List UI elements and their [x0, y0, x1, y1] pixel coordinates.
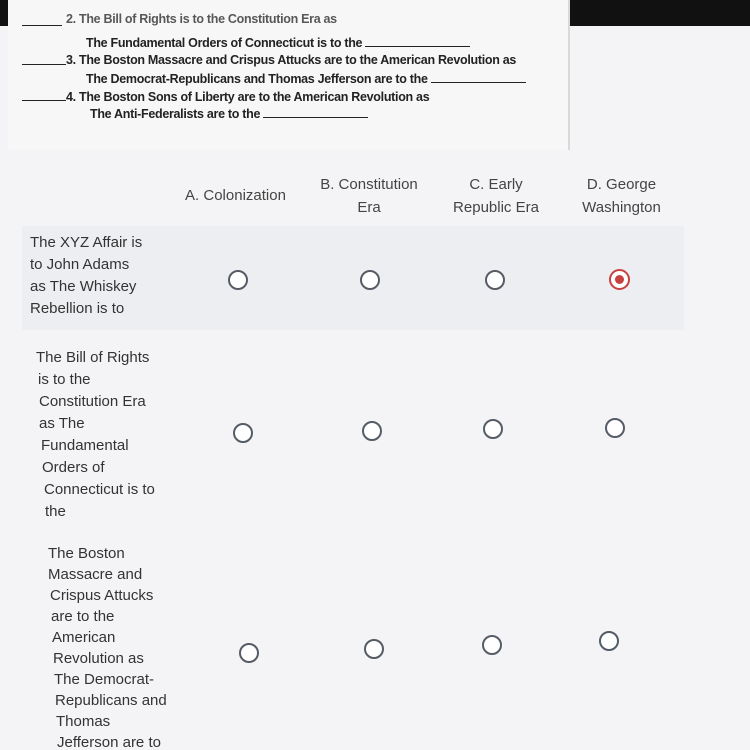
- row-label-line: Crispus Attucks: [50, 587, 154, 604]
- question-row-2-label: [36, 347, 155, 523]
- row-label-line: Revolution as: [53, 650, 144, 667]
- column-header-text: Era: [357, 199, 381, 216]
- row-1-option-a-radio[interactable]: [228, 270, 248, 290]
- row-label-line: Connecticut is to: [44, 481, 155, 498]
- row-2-option-b-radio[interactable]: [362, 421, 382, 441]
- row-label-line: Thomas: [56, 713, 111, 730]
- row-label-line: The Boston: [48, 545, 125, 562]
- row-label-line: the: [45, 503, 66, 520]
- column-header-text: C. Early: [469, 176, 523, 193]
- row-3-option-d-radio[interactable]: [599, 631, 619, 651]
- column-header-text: B. Constitution: [320, 176, 418, 193]
- row-label-line: The Bill of Rights: [36, 349, 150, 366]
- worksheet-q3-line2: The Democrat-Republicans and Thomas Jefferson are to the: [86, 72, 526, 86]
- column-header-text: Republic Era: [453, 199, 539, 216]
- worksheet-q3-line1: 3. The Boston Massacre and Crispus Attucks are to the American Revolution as: [66, 53, 517, 67]
- column-header-text: Washington: [582, 199, 661, 216]
- row-1-option-c-radio[interactable]: [485, 270, 505, 290]
- row-2-option-a-radio[interactable]: [233, 423, 253, 443]
- row-2-option-c-radio[interactable]: [483, 419, 503, 439]
- column-header-text: D. George: [586, 176, 657, 193]
- row-label-line: are to the: [51, 608, 115, 625]
- answer-blank-4: [22, 99, 66, 101]
- row-label-line: The Democrat-: [54, 671, 155, 688]
- column-header-early-republic-era: [436, 173, 556, 219]
- row-1-option-d-radio-selected[interactable]: [609, 269, 630, 290]
- row-label-line: Massacre and: [48, 566, 143, 583]
- row-label-line: Orders of: [42, 459, 105, 476]
- question-row-1-label: [30, 232, 142, 320]
- row-label-line: is to the: [38, 371, 91, 388]
- row-label-line: Rebellion is to: [30, 300, 125, 317]
- row-3-option-a-radio[interactable]: [239, 643, 259, 663]
- row-label-line: as The Whiskey: [30, 278, 137, 295]
- worksheet-q4-line1: 4. The Boston Sons of Liberty are to the American Revolution as: [66, 90, 430, 104]
- answer-blank-3: [22, 63, 66, 65]
- question-row-3-label: [48, 543, 167, 750]
- worksheet-q2-line2: The Fundamental Orders of Connecticut is to the: [86, 36, 470, 50]
- radio-selected-dot: [615, 275, 624, 284]
- row-label-line: as The: [39, 415, 85, 432]
- column-header-text: A. Colonization: [185, 187, 286, 204]
- row-1-option-b-radio[interactable]: [360, 270, 380, 290]
- worksheet-image: [8, 0, 570, 150]
- row-2-option-d-radio[interactable]: [605, 418, 625, 438]
- row-label-line: Jefferson are to: [57, 734, 161, 750]
- worksheet-q4-line2: The Anti-Federalists are to the: [90, 107, 368, 121]
- row-label-line: Fundamental: [41, 437, 129, 454]
- answer-blank-2: [22, 24, 62, 26]
- worksheet-q2-line1: 2. The Bill of Rights is to the Constitution Era as: [66, 12, 337, 26]
- row-label-line: Republicans and: [55, 692, 167, 709]
- row-label-line: Constitution Era: [39, 393, 146, 410]
- column-header-colonization: [168, 184, 303, 207]
- row-label-line: The XYZ Affair is: [30, 234, 143, 251]
- row-label-line: to John Adams: [30, 256, 130, 273]
- row-label-line: American: [52, 629, 116, 646]
- column-header-constitution-era: [304, 173, 434, 219]
- row-3-option-b-radio[interactable]: [364, 639, 384, 659]
- row-3-option-c-radio[interactable]: [482, 635, 502, 655]
- column-header-george-washington: [564, 173, 679, 219]
